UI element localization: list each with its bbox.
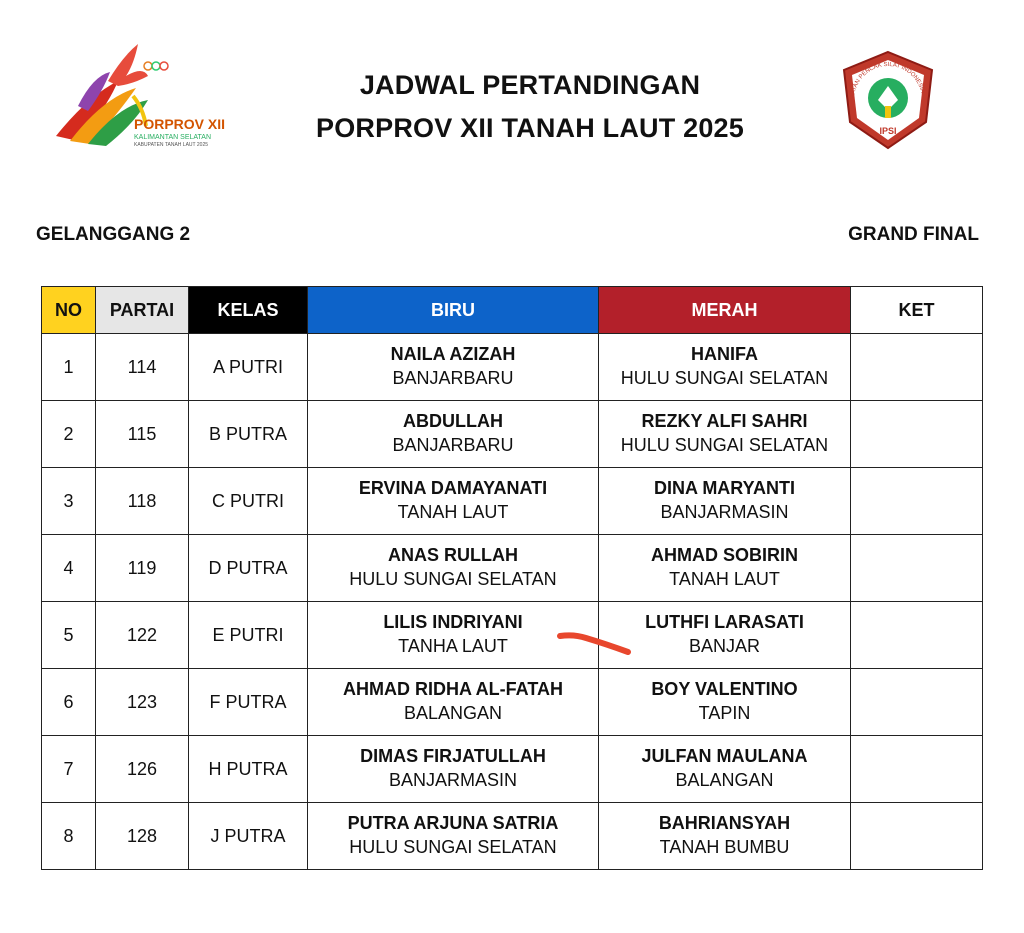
cell-kelas: H PUTRA (189, 736, 308, 803)
cell-partai: 122 (96, 602, 189, 669)
merah-team: BANJAR (688, 636, 760, 656)
biru-athlete-name: ERVINA DAMAYANATI (358, 478, 548, 498)
header-biru: BIRU (308, 287, 599, 334)
cell-kelas: A PUTRI (189, 334, 308, 401)
porprov-logo-host: KABUPATEN TANAH LAUT 2025 (134, 142, 209, 148)
cell-ket (851, 669, 983, 736)
merah-team: TANAH LAUT (669, 569, 780, 589)
biru-athlete-name: ABDULLAH (403, 411, 503, 431)
biru-team: BALANGAN (403, 703, 503, 723)
biru-athlete-name: NAILA AZIZAH (390, 344, 516, 364)
cell-biru (308, 401, 599, 468)
cell-biru (308, 602, 599, 669)
cell-ket (851, 334, 983, 401)
page-title: JADWAL PERTANDINGAN (359, 70, 701, 100)
cell-partai: 114 (96, 334, 189, 401)
cell-no: 1 (42, 334, 96, 401)
table-row (42, 602, 983, 669)
cell-partai: 115 (96, 401, 189, 468)
merah-team: HULU SUNGAI SELATAN (620, 368, 829, 388)
biru-athlete-name: PUTRA ARJUNA SATRIA (347, 813, 559, 833)
cell-ket (851, 803, 983, 870)
cell-ket (851, 401, 983, 468)
ipsi-abbr: IPSI (879, 126, 897, 136)
header-no: NO (42, 287, 96, 334)
page-subtitle: PORPROV XII TANAH LAUT 2025 (316, 113, 744, 143)
table-row (42, 736, 983, 803)
merah-athlete-name: REZKY ALFI SAHRI (641, 411, 808, 431)
cell-ket (851, 602, 983, 669)
header-merah: MERAH (599, 287, 851, 334)
biru-team: HULU SUNGAI SELATAN (349, 569, 557, 589)
table-row (42, 535, 983, 602)
merah-athlete-name: BAHRIANSYAH (658, 813, 791, 833)
stage-label: GRAND FINAL (848, 224, 979, 245)
cell-biru (308, 736, 599, 803)
biru-athlete-name: DIMAS FIRJATULLAH (360, 746, 546, 766)
merah-team: BANJARMASIN (660, 502, 789, 522)
table-row (42, 401, 983, 468)
merah-team: BALANGAN (675, 770, 774, 790)
merah-team: HULU SUNGAI SELATAN (620, 435, 829, 455)
cell-kelas: J PUTRA (189, 803, 308, 870)
merah-team: TAPIN (698, 703, 751, 723)
biru-team: HULU SUNGAI SELATAN (349, 837, 557, 857)
biru-team: BANJARMASIN (388, 770, 518, 790)
porprov-logo (48, 36, 238, 151)
cell-no: 6 (42, 669, 96, 736)
cell-merah (599, 602, 851, 669)
table-row (42, 468, 983, 535)
cell-kelas: B PUTRA (189, 401, 308, 468)
cell-biru (308, 669, 599, 736)
table-header-row (42, 287, 983, 334)
ipsi-ring-text: IKATAN PENCAK SILAT INDONESIA (849, 61, 926, 101)
cell-merah (599, 736, 851, 803)
porprov-logo-region: KALIMANTAN SELATAN (134, 134, 212, 141)
venue-label: GELANGGANG 2 (36, 224, 191, 245)
schedule-table (41, 286, 983, 870)
cell-no: 5 (42, 602, 96, 669)
porprov-logo-name: PORPROV XII (134, 116, 226, 132)
cell-ket (851, 535, 983, 602)
cell-no: 8 (42, 803, 96, 870)
biru-team: TANHA LAUT (398, 636, 508, 656)
cell-partai: 118 (96, 468, 189, 535)
cell-biru (308, 468, 599, 535)
cell-partai: 123 (96, 669, 189, 736)
merah-athlete-name: AHMAD SOBIRIN (651, 545, 798, 565)
header-kelas: KELAS (189, 287, 308, 334)
header-partai: PARTAI (96, 287, 189, 334)
cell-merah (599, 334, 851, 401)
biru-athlete-name: ANAS RULLAH (388, 545, 518, 565)
cell-no: 2 (42, 401, 96, 468)
merah-athlete-name: BOY VALENTINO (651, 679, 798, 699)
merah-athlete-name: LUTHFI LARASATI (645, 612, 804, 632)
merah-athlete-name: DINA MARYANTI (653, 478, 795, 498)
merah-athlete-name: JULFAN MAULANA (641, 746, 808, 766)
table-row (42, 803, 983, 870)
cell-partai: 119 (96, 535, 189, 602)
cell-kelas: E PUTRI (189, 602, 308, 669)
cell-merah (599, 535, 851, 602)
cell-kelas: D PUTRA (189, 535, 308, 602)
cell-partai: 128 (96, 803, 189, 870)
cell-merah (599, 669, 851, 736)
cell-merah (599, 401, 851, 468)
cell-merah (599, 468, 851, 535)
table-row (42, 669, 983, 736)
cell-ket (851, 736, 983, 803)
ipsi-logo (834, 48, 942, 152)
table-row (42, 334, 983, 401)
cell-merah (599, 803, 851, 870)
cell-no: 3 (42, 468, 96, 535)
cell-kelas: F PUTRA (189, 669, 308, 736)
merah-athlete-name: HANIFA (691, 344, 758, 364)
biru-team: BANJARBARU (392, 435, 514, 455)
cell-biru (308, 535, 599, 602)
biru-team: TANAH LAUT (397, 502, 509, 522)
cell-ket (851, 468, 983, 535)
cell-no: 4 (42, 535, 96, 602)
cell-no: 7 (42, 736, 96, 803)
header-ket: KET (851, 287, 983, 334)
cell-biru (308, 334, 599, 401)
cell-biru (308, 803, 599, 870)
biru-athlete-name: LILIS INDRIYANI (383, 612, 523, 632)
merah-team: TANAH BUMBU (659, 837, 790, 857)
cell-kelas: C PUTRI (189, 468, 308, 535)
cell-partai: 126 (96, 736, 189, 803)
biru-athlete-name: AHMAD RIDHA AL-FATAH (343, 679, 563, 699)
biru-team: BANJARBARU (392, 368, 514, 388)
